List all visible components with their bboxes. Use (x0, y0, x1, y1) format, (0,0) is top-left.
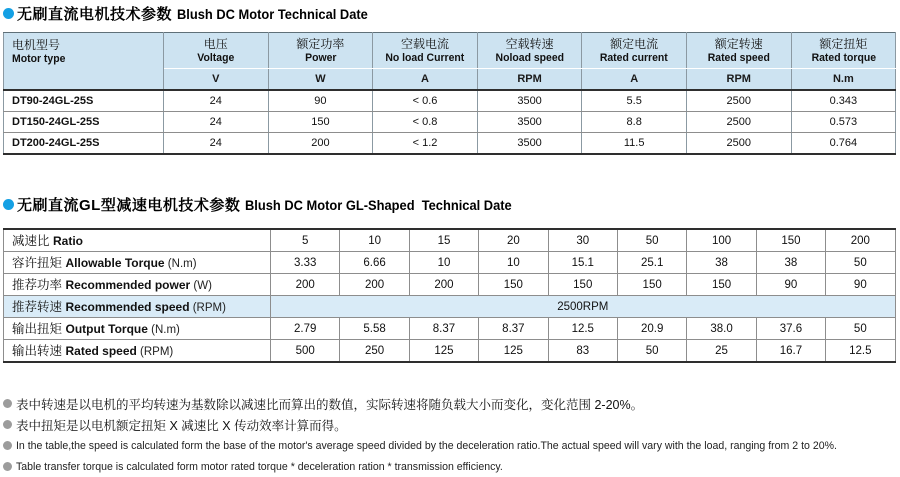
value-cell: 15 (409, 229, 478, 252)
value-cell: 8.37 (409, 318, 478, 340)
unit-cell: RPM (686, 69, 791, 91)
note-item (3, 435, 895, 456)
value-cell: 3.33 (271, 252, 340, 274)
value-cell: 24 (164, 112, 269, 133)
row-label-en: Allowable Torque (65, 256, 165, 270)
value-cell: 25 (687, 340, 756, 363)
unit-cell: W (268, 69, 373, 91)
value-cell: 6.66 (340, 252, 409, 274)
gearmotor-spec-table (3, 228, 896, 363)
row-label-unit: (N.m) (147, 324, 180, 336)
value-cell: 38 (687, 252, 756, 274)
table-row (4, 318, 896, 340)
row-label-en: Ratio (52, 234, 83, 248)
header-cn: 额定电流 (610, 36, 659, 51)
spanned-value-cell: 2500RPM (271, 296, 896, 318)
header-en: Rated current (600, 51, 669, 64)
value-cell: 250 (340, 340, 409, 363)
value-cell: 12.5 (548, 318, 617, 340)
value-cell: 200 (271, 274, 340, 296)
table-row (4, 252, 896, 274)
row-label-unit: (W) (190, 280, 212, 292)
row-label-unit: (RPM) (136, 346, 174, 358)
value-cell: 30 (548, 229, 617, 252)
value-cell: 150 (479, 274, 548, 296)
note-text: In the table,the speed is calculated form the base of the motor's average speed divided by the deceleration ratio.The actual speed will vary with the load, ranging from 2 to 20%. (16, 439, 837, 452)
value-cell: < 0.8 (373, 112, 478, 133)
value-cell: 3500 (477, 90, 582, 112)
header-cn: 空载转速 (505, 36, 554, 51)
value-cell: 3500 (477, 133, 582, 155)
section1-title-cn: 无刷直流电机技术参数 (17, 6, 173, 23)
table-row (4, 340, 896, 363)
header-cell (477, 33, 582, 69)
value-cell: 10 (479, 252, 548, 274)
header-en: Noload speed (495, 51, 564, 64)
unit-cell: V (164, 69, 269, 91)
value-cell: 0.343 (791, 90, 896, 112)
value-cell: 2500 (686, 90, 791, 112)
gray-dot-icon (3, 399, 12, 408)
value-cell: 10 (340, 229, 409, 252)
unit-cell: N.m (791, 69, 896, 91)
header-cn: 电机型号 (12, 38, 61, 52)
header-en: Motor type (12, 53, 66, 65)
row-label-cn: 容许扭矩 (12, 256, 66, 270)
value-cell: 150 (548, 274, 617, 296)
value-cell: 25.1 (617, 252, 686, 274)
motor-spec-table (3, 32, 896, 155)
motor-model-cell: DT90-24GL-25S (4, 90, 164, 112)
value-cell: 38 (756, 252, 825, 274)
section1-title-en: Blush DC Motor Technical Date (177, 5, 368, 22)
value-cell: 150 (268, 112, 373, 133)
value-cell: 90 (826, 274, 895, 296)
value-cell: 125 (409, 340, 478, 363)
row-label-cn: 输出转速 (12, 344, 66, 358)
value-cell: 11.5 (582, 133, 687, 155)
row-label-en: Recommended power (65, 278, 191, 292)
value-cell: 24 (164, 90, 269, 112)
value-cell: 20 (479, 229, 548, 252)
value-cell: 16.7 (756, 340, 825, 363)
section1-title (3, 5, 895, 22)
value-cell: 15.1 (548, 252, 617, 274)
row-label-cn: 推荐功率 (12, 278, 66, 292)
section2-title-cn: 无刷直流GL型减速电机技术参数 (17, 197, 241, 214)
value-cell: 3500 (477, 112, 582, 133)
value-cell: 100 (687, 229, 756, 252)
value-cell: 125 (479, 340, 548, 363)
header-cn: 额定转速 (714, 36, 763, 51)
value-cell: 50 (826, 318, 895, 340)
unit-cell: A (373, 69, 478, 91)
value-cell: < 0.6 (373, 90, 478, 112)
unit-cell: A (582, 69, 687, 91)
header-cell (164, 33, 269, 69)
table-row (4, 274, 896, 296)
table-row (4, 296, 896, 318)
row-label-en: Output Torque (65, 322, 148, 336)
value-cell: 50 (826, 252, 895, 274)
table-row (4, 133, 896, 155)
value-cell: < 1.2 (373, 133, 478, 155)
unit-cell: RPM (477, 69, 582, 91)
value-cell: 5.5 (582, 90, 687, 112)
value-cell: 200 (409, 274, 478, 296)
value-cell: 0.764 (791, 133, 896, 155)
value-cell: 5 (271, 229, 340, 252)
row-label-cell (4, 274, 271, 296)
value-cell: 5.58 (340, 318, 409, 340)
note-text: 表中转速是以电机的平均转速为基数除以减速比而算出的数值，实际转速将随负载大小而变化，变化范围 2-20%。 (16, 397, 644, 412)
row-label-cn: 减速比 (12, 234, 53, 248)
note-item (3, 414, 895, 435)
row-label-unit: (N.m) (164, 258, 197, 270)
note-text: Table transfer torque is calculated form motor rated torque * deceleration ration * transmission efficiency. (16, 460, 503, 473)
header-cell (268, 33, 373, 69)
value-cell: 2500 (686, 112, 791, 133)
value-cell: 150 (687, 274, 756, 296)
value-cell: 8.37 (479, 318, 548, 340)
header-cn: 电压 (203, 36, 228, 51)
row-label-cell (4, 229, 271, 252)
header-en: Voltage (197, 51, 235, 64)
value-cell: 8.8 (582, 112, 687, 133)
value-cell: 90 (756, 274, 825, 296)
value-cell: 150 (756, 229, 825, 252)
value-cell: 50 (617, 340, 686, 363)
row-label-cell (4, 296, 271, 318)
value-cell: 20.9 (617, 318, 686, 340)
notes-list (3, 393, 895, 477)
note-item (3, 393, 895, 414)
value-cell: 50 (617, 229, 686, 252)
gray-dot-icon (3, 441, 12, 450)
value-cell: 83 (548, 340, 617, 363)
value-cell: 500 (271, 340, 340, 363)
header-cn: 额定扭矩 (819, 36, 868, 51)
value-cell: 200 (826, 229, 895, 252)
value-cell: 0.573 (791, 112, 896, 133)
value-cell: 37.6 (756, 318, 825, 340)
header-cell-motor-type (4, 33, 164, 91)
gray-dot-icon (3, 420, 12, 429)
value-cell: 200 (268, 133, 373, 155)
value-cell: 2.79 (271, 318, 340, 340)
section2-title-en: Blush DC Motor GL-Shaped Technical Date (245, 196, 513, 213)
gray-dot-icon (3, 462, 12, 471)
header-en: No load Current (385, 51, 465, 64)
row-label-cell (4, 252, 271, 274)
header-cell (582, 33, 687, 69)
note-item (3, 456, 895, 477)
value-cell: 10 (409, 252, 478, 274)
value-cell: 38.0 (687, 318, 756, 340)
value-cell: 2500 (686, 133, 791, 155)
row-label-en: Recommended speed (65, 300, 190, 314)
table-row (4, 90, 896, 112)
header-cell (791, 33, 896, 69)
value-cell: 150 (617, 274, 686, 296)
header-en: Power (304, 51, 337, 64)
row-label-cell (4, 318, 271, 340)
row-label-cn: 推荐转速 (12, 300, 66, 314)
value-cell: 12.5 (826, 340, 895, 363)
note-text: 表中扭矩是以电机额定扭矩 X 减速比 X 传动效率计算而得。 (16, 418, 347, 433)
table-row (4, 229, 896, 252)
row-label-cn: 输出扭矩 (12, 322, 66, 336)
value-cell: 24 (164, 133, 269, 155)
section2-title (3, 196, 895, 213)
motor-model-cell: DT150-24GL-25S (4, 112, 164, 133)
blue-dot-icon (3, 199, 14, 210)
row-label-cell (4, 340, 271, 363)
header-en: Rated torque (811, 51, 876, 64)
value-cell: 90 (268, 90, 373, 112)
table-row (4, 112, 896, 133)
header-cn: 额定功率 (296, 36, 345, 51)
header-cell (686, 33, 791, 69)
row-label-en: Rated speed (65, 344, 137, 358)
header-cell (373, 33, 478, 69)
header-cn: 空载电流 (400, 36, 449, 51)
value-cell: 200 (340, 274, 409, 296)
header-row (4, 33, 896, 69)
header-en: Rated speed (707, 51, 770, 64)
blue-dot-icon (3, 8, 14, 19)
motor-model-cell: DT200-24GL-25S (4, 133, 164, 155)
row-label-unit: (RPM) (189, 302, 226, 314)
